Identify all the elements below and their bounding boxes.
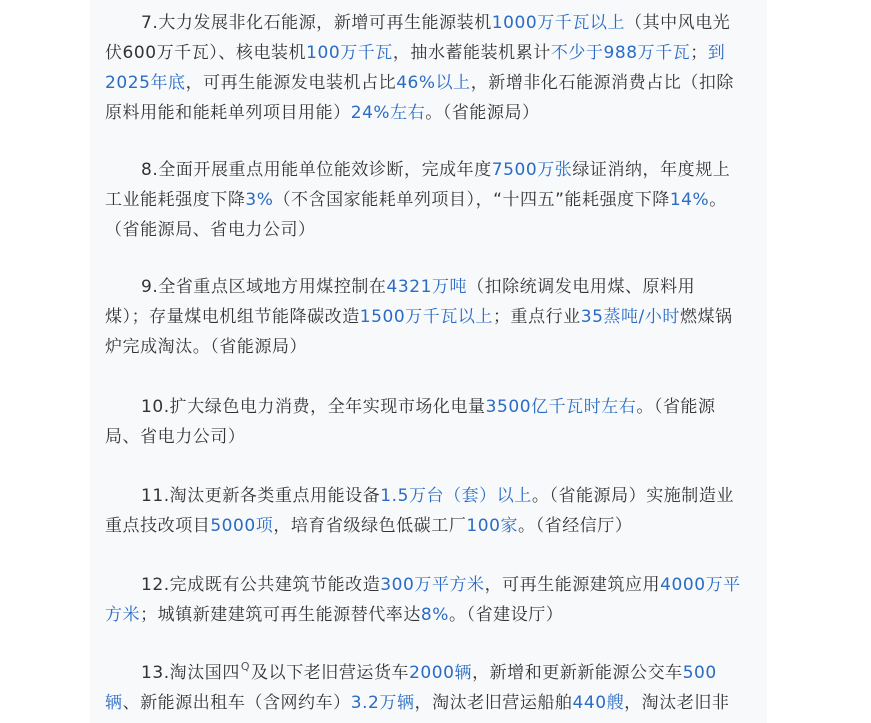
text-run: ，新增非化石能源消费占比（扣除 xyxy=(470,73,734,93)
text-run: 煤）；存量煤电机组节能降碳改造 xyxy=(105,307,360,327)
highlighted-figure: 2000辆 xyxy=(409,663,473,683)
text-run: ，淘汰老旧营运船舶 xyxy=(414,693,573,713)
text-run: ，可再生能源发电装机占比 xyxy=(185,73,397,93)
text-run: 、新能源出租车（含网约车） xyxy=(122,693,351,713)
text-line xyxy=(105,302,733,332)
text-run: 燃煤锅 xyxy=(679,307,733,327)
text-run: 9.全省重点区域地方用煤控制在 xyxy=(141,277,387,297)
highlighted-figure: 3500亿千瓦时左右 xyxy=(485,397,637,417)
text-run: 8.全面开展重点用能单位能效诊断，完成年度 xyxy=(141,160,492,180)
footnote-marker: Q xyxy=(240,660,251,673)
highlighted-figure: 4321万吨 xyxy=(386,277,468,297)
text-run: 。（省能源局） xyxy=(425,103,540,123)
text-run: 局、省电力公司） xyxy=(105,427,246,447)
text-run: 绿证消纳，年度规上 xyxy=(572,160,731,180)
highlighted-figure: 1000万千瓦以上 xyxy=(491,13,625,33)
text-run: （不含国家能耗单列项目），“十四五”能耗强度下降 xyxy=(273,190,670,210)
text-line xyxy=(141,155,730,185)
highlighted-figure: 100万千瓦 xyxy=(306,43,393,63)
text-run: 工业能耗强度下降 xyxy=(105,190,246,210)
text-line xyxy=(141,8,730,38)
text-line xyxy=(141,481,734,511)
text-line xyxy=(105,332,307,362)
text-line xyxy=(105,215,316,245)
text-line xyxy=(141,392,716,422)
highlighted-figure: 440艘 xyxy=(572,693,625,713)
text-run: 12.完成既有公共建筑节能改造 xyxy=(141,575,381,595)
highlighted-figure: 7500万张 xyxy=(491,160,573,180)
text-run: 。 xyxy=(709,190,727,210)
highlighted-figure: 5000项 xyxy=(210,516,274,536)
highlighted-figure: 8% xyxy=(420,605,449,625)
text-run: 及以下老旧营运货车 xyxy=(251,663,410,683)
highlighted-figure: 2025年底 xyxy=(105,73,186,93)
text-run: 13.淘汰国四 xyxy=(141,663,240,683)
highlighted-figure: 35蒸吨/小时 xyxy=(580,307,680,327)
text-run: 。（省能源 xyxy=(636,397,716,417)
text-run: （省能源局、省电力公司） xyxy=(105,220,316,240)
text-run: 炉完成淘汰。（省能源局） xyxy=(105,337,308,357)
text-line xyxy=(105,38,725,68)
highlighted-figure: 14% xyxy=(669,190,710,210)
text-run: ；城镇新建建筑可再生能源替代率达 xyxy=(140,605,421,625)
text-run: ，培育省级绿色低碳工厂 xyxy=(273,516,467,536)
text-line xyxy=(105,511,632,541)
text-run: 重点技改项目 xyxy=(105,516,211,536)
text-run: 伏600万千瓦）、核电装机 xyxy=(105,43,307,63)
text-line xyxy=(105,688,729,718)
highlighted-figure: 不少于988万千瓦 xyxy=(550,43,691,63)
highlighted-figure: 方米 xyxy=(105,605,141,625)
highlighted-figure: 24%左右 xyxy=(350,103,426,123)
highlighted-figure: 300万平方米 xyxy=(380,575,485,595)
highlighted-figure: 辆 xyxy=(105,693,123,713)
text-line xyxy=(105,600,563,630)
text-run: 。（省经信厅） xyxy=(518,516,633,536)
text-run: ，可再生能源建筑应用 xyxy=(484,575,661,595)
text-line xyxy=(105,98,540,128)
text-run: 。（省建设厅） xyxy=(449,605,564,625)
highlighted-figure: 3.2万辆 xyxy=(350,693,415,713)
text-run: ，淘汰老旧非 xyxy=(624,693,730,713)
text-run: 7.大力发展非化石能源，新增可再生能源装机 xyxy=(141,13,492,33)
highlighted-figure: 4000万平 xyxy=(660,575,741,595)
text-run: 。（省能源局）实施制造业 xyxy=(531,486,734,506)
highlighted-figure: 46%以上 xyxy=(396,73,471,93)
highlighted-figure: 1.5万台（套）以上 xyxy=(380,486,532,506)
text-run: 10.扩大绿色电力消费，全年实现市场化电量 xyxy=(141,397,486,417)
text-run: ；重点行业 xyxy=(492,307,581,327)
text-run: 11.淘汰更新各类重点用能设备 xyxy=(141,486,381,506)
text-line xyxy=(141,272,695,302)
highlighted-figure: 100家 xyxy=(466,516,519,536)
highlighted-figure: 500 xyxy=(682,663,717,683)
highlighted-figure: 到 xyxy=(707,43,726,63)
text-run: （其中风电光 xyxy=(625,13,731,33)
text-run: ； xyxy=(690,43,708,63)
text-line xyxy=(141,658,717,688)
text-line xyxy=(105,68,734,98)
text-run: （扣除统调发电用煤、原料用 xyxy=(467,277,696,297)
highlighted-figure: 3% xyxy=(245,190,274,210)
highlighted-figure: 1500万千瓦以上 xyxy=(359,307,493,327)
text-run: ，新增和更新新能源公交车 xyxy=(472,663,683,683)
text-run: ，抽水蓄能装机累计 xyxy=(392,43,551,63)
text-line xyxy=(105,422,245,452)
text-line xyxy=(141,570,741,600)
text-run: 原料用能和能耗单列项目用能） xyxy=(105,103,351,123)
text-line xyxy=(105,185,727,215)
